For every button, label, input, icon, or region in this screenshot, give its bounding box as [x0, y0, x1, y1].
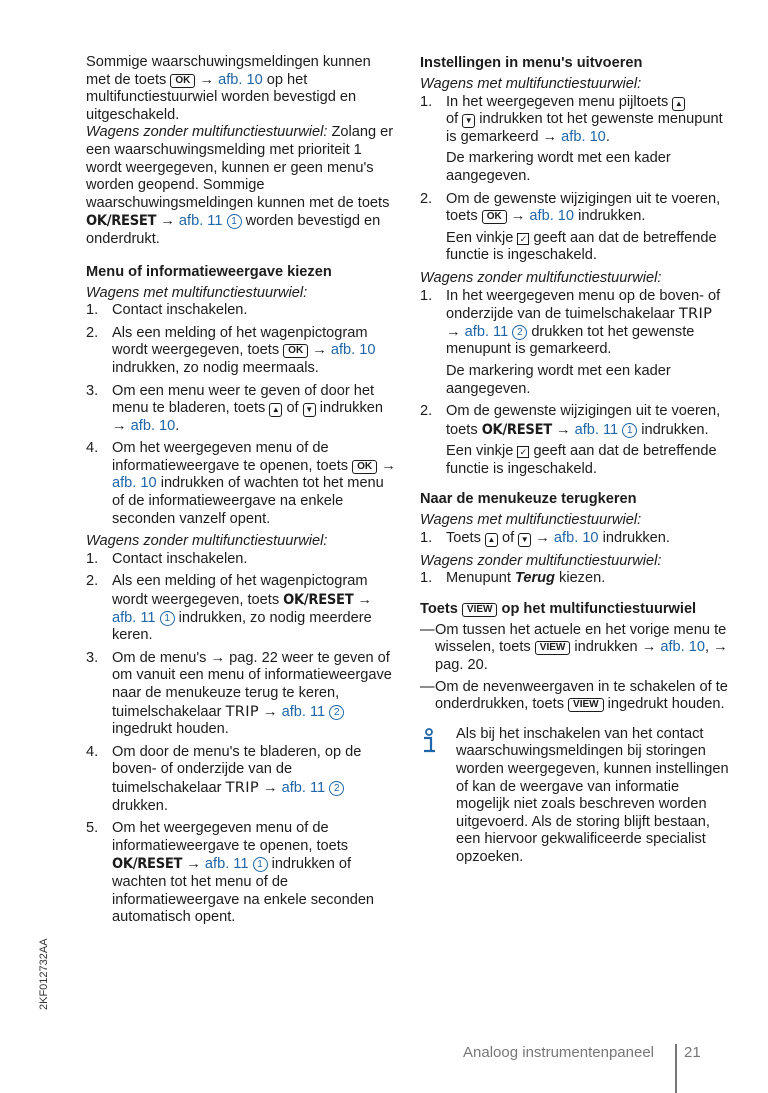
settings-list-without-mfsw: [420, 288, 730, 479]
return-list-with-mfsw: [420, 530, 730, 548]
text: Sommige waarschuwingsmeldingen kunnen met de toets: [86, 54, 371, 88]
arrow: →: [308, 342, 331, 359]
arrow: →: [446, 323, 465, 340]
figure-link[interactable]: afb. 10: [529, 208, 575, 225]
ok-key-icon: OK: [352, 460, 377, 474]
text: op het multifunctiestuurwiel worden bevestigd en uitgeschakeld.: [86, 71, 357, 123]
step-note: De markering wordt met een kader aangegeven.: [446, 150, 671, 184]
step-text: indrukken, zo nodig meermaals.: [112, 359, 319, 376]
section-heading-view-key: [420, 600, 730, 618]
step-text: Contact inschakelen.: [112, 302, 248, 319]
callout-number-icon: 1: [160, 611, 175, 626]
step-text: In het weergegeven menu pijltoets: [446, 93, 673, 110]
step-text: of: [497, 530, 519, 547]
arrow: →: [377, 457, 396, 474]
list-item: [420, 622, 730, 675]
step-text: indrukken of wachten tot het menu of de informatieweergave na enkele seconden vanzelf opent.: [112, 475, 384, 527]
italic-label: Wagens zonder multifunctiestuurwiel:: [86, 124, 328, 141]
paragraph-no-mfsw: [86, 124, 398, 248]
settings-list-with-mfsw: [420, 94, 730, 265]
step-number: 2.: [86, 573, 99, 590]
step-text: indrukken →: [112, 400, 384, 434]
arrow: →: [353, 592, 373, 609]
list-item: [420, 288, 730, 399]
figure-code: 2KF012732AA: [38, 938, 50, 1010]
section-heading-choose-menu: Menu of informatieweergave kiezen: [86, 263, 332, 280]
figure-link[interactable]: afb. 10: [660, 639, 706, 656]
step-text: indrukken.: [637, 421, 709, 438]
right-column: [420, 54, 730, 867]
step-text: In het weergegeven menu op de boven- of onderzijde van de tuimelschakelaar: [446, 287, 721, 323]
text: Zolang er een waarschuwingsmelding met prioriteit 1 wordt weergegeven, kunnen er geen menu's worden geopend. Sommige waarschuwingsmeldingen kunnen met de toets: [86, 124, 394, 211]
figure-link[interactable]: afb. 10: [330, 342, 376, 359]
item-text: Om tussen het actuele en het vorige menu te wisselen, toets: [435, 621, 727, 656]
step-number: 1.: [420, 570, 433, 587]
subsection-label: Wagens met multifunctiestuurwiel:: [420, 512, 642, 529]
list-item: [86, 325, 398, 378]
arrow: →: [258, 779, 282, 796]
step-text: .: [605, 128, 610, 145]
paragraph-confirm-warnings: [86, 54, 398, 124]
arrow: →: [551, 421, 575, 438]
note-text: geeft aan dat de betreffende functie is ingeschakeld.: [446, 229, 717, 264]
step-number: 4.: [86, 440, 99, 457]
step-note: De markering wordt met een kader aangegeven.: [446, 362, 671, 397]
section-heading-return: Naar de menukeuze terugkeren: [420, 491, 637, 508]
step-text: Om de gewenste wijzigingen uit te voeren, toets: [446, 403, 721, 438]
step-number: 3.: [86, 649, 99, 666]
step-text: of: [446, 111, 463, 128]
item-text: , → pag. 20.: [435, 639, 728, 674]
list-item: [420, 94, 730, 186]
step-text: indrukken.: [574, 208, 646, 225]
list-item: [86, 440, 398, 528]
subsection-label: Wagens met multifunctiestuurwiel:: [86, 284, 308, 301]
heading-text: Toets: [420, 600, 462, 617]
ok-reset-key: OK/RESET: [112, 855, 183, 873]
list-item: [86, 302, 398, 320]
step-number: 2.: [420, 190, 433, 207]
figure-link[interactable]: afb. 11: [281, 703, 326, 720]
info-text: Als bij het inschakelen van het contact waarschuwingsmeldingen bij storingen worden weergegeven, kunnen instellingen of kan de weergave van informatie mogelijk niet zoals beschreven worden uitgevoerd. Als de storing blijft bestaan, een hiervoor gekwalificeerde specialist opzoeken.: [456, 725, 729, 865]
step-text: .: [175, 417, 180, 434]
item-text: Om de nevenweergaven in te schakelen of te onderdrukken, toets: [435, 678, 728, 713]
ok-key-icon: OK: [170, 74, 195, 88]
arrow-up-key-icon: ▲: [485, 533, 498, 547]
list-item: [420, 403, 730, 478]
step-number: 1.: [420, 287, 433, 304]
step-text: Toets: [446, 530, 485, 547]
figure-link[interactable]: afb. 10: [218, 71, 263, 88]
figure-link[interactable]: afb. 10: [553, 530, 599, 547]
arrow-down-key-icon: ▼: [462, 114, 475, 128]
ok-key-icon: OK: [283, 344, 308, 358]
step-number: 1.: [86, 302, 99, 319]
menu-item-name: Terug: [514, 570, 555, 587]
ok-key-icon: OK: [482, 210, 507, 224]
list-item: [86, 820, 398, 927]
figure-link[interactable]: afb. 10: [112, 475, 157, 492]
callout-number-icon: 1: [622, 423, 637, 438]
step-text: indrukken.: [598, 530, 670, 547]
callout-number-icon: 1: [253, 857, 268, 872]
callout-number-icon: 2: [329, 781, 344, 796]
step-text: Om het weergegeven menu of de informatieweergave te openen, toets: [112, 820, 349, 854]
trip-switch-label: TRIP: [678, 305, 713, 323]
arrow-up-key-icon: ▲: [672, 97, 685, 111]
list-item: [86, 551, 398, 569]
step-text: ingedrukt houden.: [112, 721, 229, 738]
checkmark-icon: ✓: [517, 233, 529, 245]
step-text: drukken.: [112, 797, 168, 814]
figure-link[interactable]: afb. 11: [112, 609, 156, 626]
list-item: [420, 530, 730, 548]
footer-chapter-title: Analoog instrumentenpaneel: [463, 1044, 654, 1061]
figure-link[interactable]: afb. 10: [130, 417, 176, 434]
step-text: drukken tot het gewenste menupunt is gemarkeerd.: [446, 323, 695, 358]
ok-reset-key: OK/RESET: [86, 212, 157, 230]
step-text: Om de gewenste wijzigingen uit te voeren, toets: [446, 190, 721, 225]
callout-number-icon: 2: [512, 325, 527, 340]
subsection-label: Wagens zonder multifunctiestuurwiel:: [420, 552, 662, 569]
step-text: Om de menu's → pag. 22 weer te geven of om vanuit een menu of informatieweergave naar de menukeuze terug te keren, tuimelschakelaar: [112, 649, 392, 720]
arrow: →: [506, 208, 530, 225]
figure-link[interactable]: afb. 11: [204, 856, 249, 873]
note-text: geeft aan dat de betreffende functie is ingeschakeld.: [446, 443, 717, 477]
step-text: Om door de menu's te bladeren, op de boven- of onderzijde van de tuimelschakelaar: [112, 743, 362, 796]
heading-text: op het multifunctiestuurwiel: [497, 600, 697, 617]
step-number: 1.: [420, 530, 433, 547]
arrow: →: [195, 71, 219, 88]
figure-link[interactable]: afb. 11: [574, 421, 619, 438]
page-number: 21: [684, 1044, 701, 1061]
figure-link[interactable]: afb. 11: [464, 323, 509, 340]
note-text: Een vinkje: [446, 229, 518, 246]
callout-number-icon: 2: [329, 705, 344, 720]
callout-number-icon: 1: [227, 214, 242, 229]
figure-link[interactable]: afb. 10: [561, 128, 606, 145]
item-text: ingedrukt houden.: [603, 696, 725, 713]
step-number: 1.: [420, 93, 433, 110]
item-text: indrukken →: [570, 639, 661, 656]
step-text: Als een melding of het wagenpictogram wordt weergegeven, toets: [112, 324, 368, 359]
step-number: 3.: [86, 382, 99, 399]
left-column: [86, 54, 398, 932]
step-text: indrukken tot het gewenste menupunt is gemarkeerd →: [446, 111, 723, 145]
checkmark-icon: ✓: [517, 446, 529, 458]
subsection-label: Wagens zonder multifunctiestuurwiel:: [420, 269, 662, 286]
view-key-list: [420, 622, 730, 714]
arrow-down-key-icon: ▼: [303, 403, 316, 417]
view-key-icon: VIEW: [568, 698, 604, 712]
steps-list-without-mfsw: [86, 551, 398, 927]
list-item: [420, 191, 730, 265]
list-item: [420, 679, 730, 714]
step-text: Menupunt: [446, 570, 515, 587]
subsection-label: Wagens met multifunctiestuurwiel:: [420, 76, 642, 92]
step-number: 4.: [86, 743, 99, 760]
trip-switch-label: TRIP: [225, 778, 259, 796]
trip-switch-label: TRIP: [225, 702, 259, 720]
note-text: Een vinkje: [446, 443, 518, 460]
step-number: 1.: [86, 550, 99, 567]
step-number: 2.: [420, 403, 433, 420]
step-note: [446, 230, 730, 265]
list-item: [86, 573, 398, 644]
dash-bullet: —: [420, 621, 435, 638]
list-item: [86, 650, 398, 739]
figure-link[interactable]: afb. 11: [178, 213, 223, 230]
ok-reset-key: OK/RESET: [481, 420, 552, 438]
figure-link[interactable]: afb. 11: [281, 779, 326, 796]
subsection-label: Wagens zonder multifunctiestuurwiel:: [86, 533, 328, 550]
arrow-up-key-icon: ▲: [269, 403, 282, 417]
text: worden bevestigd en onderdrukt.: [86, 213, 381, 247]
step-text: Om een menu weer te geven of door het menu te bladeren, toets: [112, 382, 375, 417]
steps-list-with-mfsw: [86, 302, 398, 528]
step-number: 5.: [86, 820, 99, 837]
step-text: Om het weergegeven menu of de informatieweergave te openen, toets: [112, 440, 353, 474]
step-text: indrukken of wachten tot het menu of de informatieweergave na enkele seconden automatisch opent.: [112, 856, 375, 926]
list-item: [86, 744, 398, 815]
info-note: [420, 726, 730, 867]
view-key-icon: VIEW: [535, 641, 571, 655]
arrow: →: [182, 856, 205, 873]
arrow: →: [156, 213, 179, 230]
step-text: indrukken, zo nodig meerdere keren.: [112, 609, 372, 644]
dash-bullet: —: [420, 678, 435, 695]
footer-divider: [675, 1044, 677, 1093]
step-text: of: [282, 400, 303, 417]
list-item: [420, 570, 730, 588]
view-key-icon: VIEW: [462, 603, 498, 617]
arrow: →: [531, 530, 554, 547]
ok-reset-key: OK/RESET: [283, 591, 354, 609]
info-icon: [420, 728, 438, 754]
step-number: 2.: [86, 324, 99, 341]
return-list-without-mfsw: [420, 570, 730, 588]
step-note: [446, 443, 730, 478]
list-item: [86, 383, 398, 436]
step-text: Contact inschakelen.: [112, 550, 248, 567]
section-heading-settings: Instellingen in menu's uitvoeren: [420, 55, 643, 71]
step-text: kiezen.: [554, 570, 606, 587]
arrow-down-key-icon: ▼: [518, 533, 531, 547]
arrow: →: [258, 703, 282, 720]
step-text: Als een melding of het wagenpictogram wordt weergegeven, toets: [112, 573, 368, 609]
